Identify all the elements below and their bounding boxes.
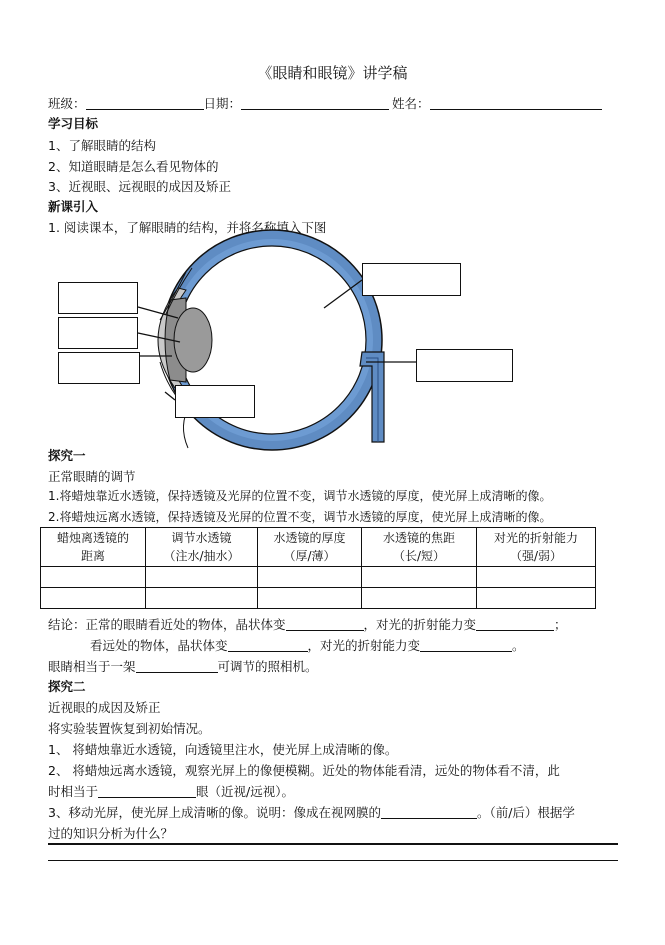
table-row (41, 567, 596, 588)
label-box-3[interactable] (58, 352, 140, 384)
step2-text: 眼（近视/远视）。 (196, 784, 294, 799)
conclusion-text: 看远处的物体，晶状体变 (90, 638, 228, 653)
date-label: 日期： (203, 96, 242, 111)
table-cell[interactable] (362, 567, 477, 588)
blank-field[interactable] (420, 638, 512, 652)
answer-line[interactable] (48, 843, 618, 845)
explore2-step1: 1、 将蜡烛靠近水透镜，向透镜里注水，使光屏上成清晰的像。 (48, 742, 398, 757)
conclusion-line-2 (90, 636, 525, 654)
blank-field[interactable] (476, 617, 554, 631)
conclusion-text: ，对光的折射能力变 (307, 638, 421, 653)
page-title: 《眼睛和眼镜》讲学稿 (257, 64, 408, 82)
camera-line (48, 657, 318, 675)
intro-heading: 新课引入 (48, 199, 99, 214)
table-header: 水透镜的焦距 （长/短） (362, 528, 477, 567)
step3-text: 3、移动光屏，使光屏上成清晰的像。说明：像成在视网膜的 (48, 805, 381, 820)
class-label: 班级： (48, 96, 86, 111)
blank-field[interactable] (98, 784, 196, 798)
label-box-2[interactable] (58, 317, 138, 349)
blank-field[interactable] (381, 805, 477, 819)
table-header: 调节水透镜 （注水/抽水） (146, 528, 258, 567)
explore1-step1: 1.将蜡烛靠近水透镜，保持透镜及光屏的位置不变，调节水透镜的厚度，使光屏上成清晰的像。 (48, 489, 552, 503)
answer-line[interactable] (48, 860, 618, 861)
table-cell[interactable] (41, 567, 146, 588)
table-cell[interactable] (258, 567, 362, 588)
explore1-heading: 探究一 (48, 448, 86, 463)
table-cell[interactable] (258, 588, 362, 609)
step2-text: 时相当于 (48, 784, 99, 799)
explore2-step3 (48, 803, 575, 821)
table-header: 水透镜的厚度 （厚/薄） (258, 528, 362, 567)
conclusion-text: 结论：正常的眼睛看近处的物体，晶状体变 (48, 617, 286, 632)
goal-item: 2、知道眼睛是怎么看见物体的 (48, 159, 219, 174)
blank-field[interactable] (136, 659, 218, 673)
table-header: 蜡烛离透镜的 距离 (41, 528, 146, 567)
table-cell[interactable] (41, 588, 146, 609)
blank-field[interactable] (228, 638, 308, 652)
name-label: 姓名： (392, 96, 430, 111)
explore2-step3-cont: 过的知识分析为什么？ (48, 826, 174, 841)
table-cell[interactable] (477, 588, 596, 609)
table-row (41, 588, 596, 609)
explore2-subheading: 近视眼的成因及矫正 (48, 700, 161, 715)
step3-text: 。（前/后）根据学 (476, 805, 575, 820)
label-box-5[interactable] (362, 263, 461, 296)
conclusion-text: 。 (512, 638, 525, 653)
explore1-subheading: 正常眼睛的调节 (48, 469, 136, 484)
goal-item: 1、了解眼睛的结构 (48, 138, 156, 153)
table-cell[interactable] (146, 588, 258, 609)
explore1-step2: 2.将蜡烛远离水透镜，保持透镜及光屏的位置不变，调节水透镜的厚度，使光屏上成清晰的像。 (48, 510, 552, 524)
blank-field[interactable] (286, 617, 364, 631)
table-cell[interactable] (362, 588, 477, 609)
explore2-heading: 探究二 (48, 679, 86, 694)
explore2-reset: 将实验装置恢复到初始情况。 (48, 721, 211, 736)
goal-item: 3、近视眼、远视眼的成因及矫正 (48, 179, 231, 194)
conclusion-text: ，对光的折射能力变 (363, 617, 477, 632)
table-header-row (41, 528, 596, 567)
label-box-6[interactable] (416, 349, 513, 382)
camera-text: 眼睛相当于一架 (48, 659, 136, 674)
explore2-step2: 2、 将蜡烛远离水透镜，观察光屏上的像便模糊。近处的物体能看清，远处的物体看不清，此 (48, 763, 560, 778)
explore2-step2-cont (48, 782, 294, 800)
table-cell[interactable] (477, 567, 596, 588)
intro-item: 1. 阅读课本，了解眼睛的结构，并将名称填入下图 (48, 220, 327, 235)
table-header: 对光的折射能力 （强/弱） (477, 528, 596, 567)
table-cell[interactable] (146, 567, 258, 588)
experiment-table (40, 527, 596, 609)
conclusion-line-1 (48, 615, 567, 633)
goals-heading: 学习目标 (48, 116, 99, 131)
conclusion-text: ； (554, 617, 567, 632)
label-box-4[interactable] (175, 385, 255, 418)
camera-text: 可调节的照相机。 (217, 659, 318, 674)
label-box-1[interactable] (58, 282, 138, 314)
